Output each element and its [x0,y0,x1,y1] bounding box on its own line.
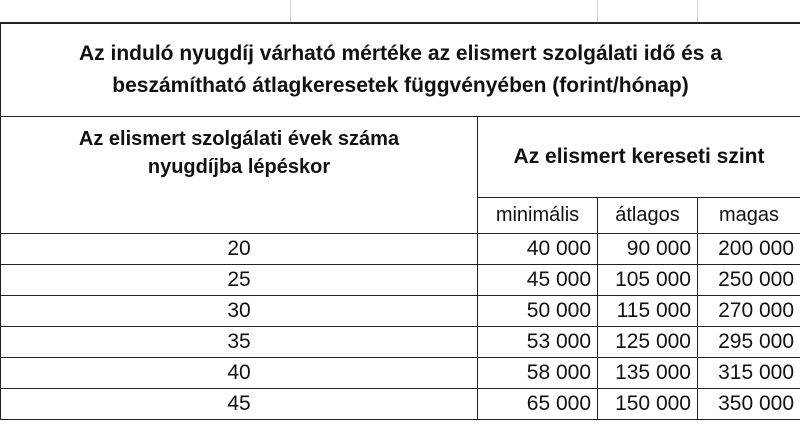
cell-high: 200 000 [698,234,800,265]
cell-years: 40 [1,358,478,389]
title-line-2: beszámítható átlagkeresetek függvényében (forint/hónap) [112,74,689,97]
cell-years: 30 [1,296,478,327]
gridline [597,0,598,22]
gridline [290,0,291,22]
header-service-years [1,117,478,234]
header-level-average: átlagos [598,197,698,233]
title-line-1: Az induló nyugdíj várható mértéke az elismert szolgálati idő és a [79,42,723,65]
cell-minimal: 40 000 [478,234,598,265]
cell-high: 350 000 [698,389,800,420]
gridline [697,0,698,22]
header-left-line-1: Az elismert szolgálati évek száma [78,128,400,150]
cell-minimal: 53 000 [478,327,598,358]
cell-high: 295 000 [698,327,800,358]
pension-table [0,22,800,420]
cell-minimal: 45 000 [478,265,598,296]
cell-years: 20 [1,234,478,265]
cell-average: 115 000 [598,296,698,327]
header-level-high: magas [698,197,800,233]
header-level-minimal: minimális [478,197,598,233]
cell-minimal: 50 000 [478,296,598,327]
table-row [1,296,800,327]
table-row [1,358,800,389]
cell-average: 150 000 [598,389,698,420]
table-row [1,389,800,420]
cell-high: 250 000 [698,265,800,296]
cell-average: 125 000 [598,327,698,358]
cell-years: 45 [1,389,478,420]
table-row [1,327,800,358]
pension-table-sheet [0,22,800,436]
table-row [1,265,800,296]
header-left-line-2: nyugdíjba lépéskor [147,156,331,178]
cell-minimal: 58 000 [478,358,598,389]
cell-years: 25 [1,265,478,296]
cell-high: 270 000 [698,296,800,327]
header-earning-level: Az elismert kereseti szint [478,117,800,198]
cell-average: 135 000 [598,358,698,389]
cell-average: 105 000 [598,265,698,296]
cell-years: 35 [1,327,478,358]
cell-high: 315 000 [698,358,800,389]
cell-average: 90 000 [598,234,698,265]
cell-minimal: 65 000 [478,389,598,420]
table-row [1,234,800,265]
table-title [1,23,800,117]
sheet-top-strip [0,0,800,22]
